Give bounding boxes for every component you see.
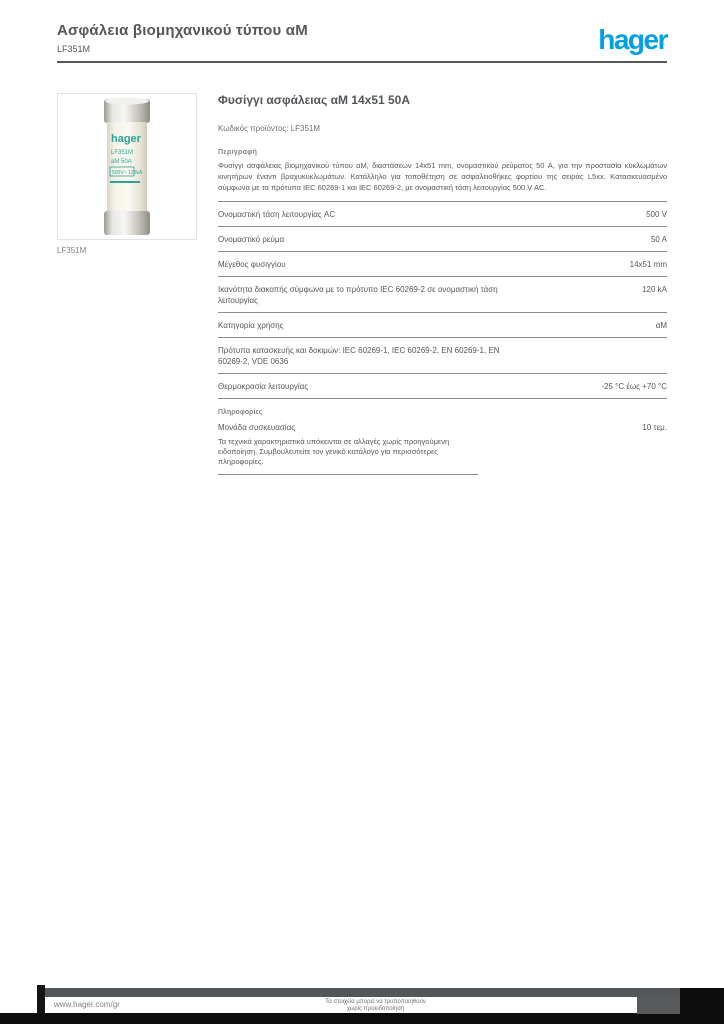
product-details — [218, 93, 667, 475]
spec-row-size — [218, 252, 667, 277]
fuse-rating-text: 500V~ 120kA — [112, 169, 143, 176]
fuse-brand-text: hager — [111, 132, 141, 145]
spec-row-voltage — [218, 202, 667, 227]
spec-value: 50 A — [650, 235, 667, 244]
spec-value: 500 V — [646, 210, 667, 219]
spec-label: Ονομαστική τάση λειτουργίας AC — [218, 210, 336, 219]
spec-value: 14x51 mm — [629, 260, 667, 269]
hager-logo: hager — [598, 24, 667, 55]
spec-row-current — [218, 227, 667, 252]
product-image — [57, 93, 197, 240]
fuse-illustration — [84, 97, 170, 237]
page-reference: LF351M — [57, 44, 91, 54]
spec-row-temperature — [218, 374, 667, 399]
description-caption: Περιγραφή — [218, 149, 258, 156]
footer-bottom-strip — [0, 1013, 724, 1024]
spec-value: -25 °C έως +70 °C — [601, 382, 667, 391]
page-title: Ασφάλεια βιομηχανικού τύπου αΜ — [57, 22, 308, 39]
footer-website-link[interactable]: www.hager.com/gr — [50, 998, 128, 1012]
extra-caption: Πληροφορίες — [218, 409, 263, 416]
spec-label: Θερμοκρασία λειτουργίας — [218, 382, 309, 391]
fuse-type-text: aM 50A — [111, 158, 132, 165]
extra-row-packaging — [218, 422, 667, 433]
product-title: Φυσίγγι ασφάλειας αΜ 14x51 50A — [218, 93, 411, 107]
extra-note: Τα τεχνικά χαρακτηριστικά υπόκεινται σε αλλαγές χωρίς προηγούμενη ειδοποίηση. Συμβουλευτείτε τον γενικό κατάλογο για περισσότερες πληροφορίες. — [218, 437, 478, 475]
footer-gray-bar — [45, 988, 680, 997]
spec-row-breaking-capacity — [218, 277, 667, 313]
footer-note — [288, 999, 463, 1013]
fuse-ref-text: LF351M — [111, 149, 134, 156]
footer-page-badge — [637, 997, 680, 1014]
footer-note-line2: χωρίς προειδοποίηση — [346, 1006, 405, 1012]
spec-label: Πρότυπα κατασκευής και δοκιμών: IEC 60269-1, IEC 60269-2, EN 60269-1, EN 60269-2, VDE 0636 — [218, 346, 500, 366]
extra-label: Μονάδα συσκευασίας — [218, 423, 296, 432]
product-reference: Κωδικός προϊόντος: LF351M — [218, 124, 321, 133]
spec-value: 120 kA — [642, 285, 667, 294]
spec-label: Κατηγορία χρήσης — [218, 321, 284, 330]
description-text: Φυσίγγι ασφάλειας βιομηχανικού τύπου αΜ, διαστάσεων 14x51 mm, ονομαστικού ρεύματος 50 A, για την προστασία κυκλωμάτων κινητήρων έναντι βραχυκυκλωμάτων. Κατάλληλο για τοποθέτηση σε ασφαλειοθήκες φορτίου της σειράς L5xx. Κατασκευασμένο σύμφωνα με τα πρότυπα IEC 60269-1 και IEC 60269-2, με ονομαστική τάση λειτουργίας 500 V AC. — [218, 161, 667, 192]
extra-value: 10 τεμ. — [642, 423, 667, 432]
header-divider — [57, 61, 667, 63]
footer-note-line1: Τα στοιχεία μπορεί να τροποποιηθούν — [325, 999, 426, 1005]
product-image-caption: LF351M — [57, 246, 87, 255]
spec-row-standards — [218, 338, 667, 374]
spec-row-utilisation-category — [218, 313, 667, 338]
spec-table — [218, 201, 667, 399]
spec-label: Μέγεθος φυσιγγίου — [218, 260, 286, 269]
spec-value: αΜ — [655, 321, 667, 330]
spec-label: Ικανότητα διακοπής σύμφωνα με το πρότυπο IEC 60269-2 σε ονομαστική τάση λειτουργίας — [218, 285, 498, 305]
spec-label: Ονομαστικό ρεύμα — [218, 235, 285, 244]
